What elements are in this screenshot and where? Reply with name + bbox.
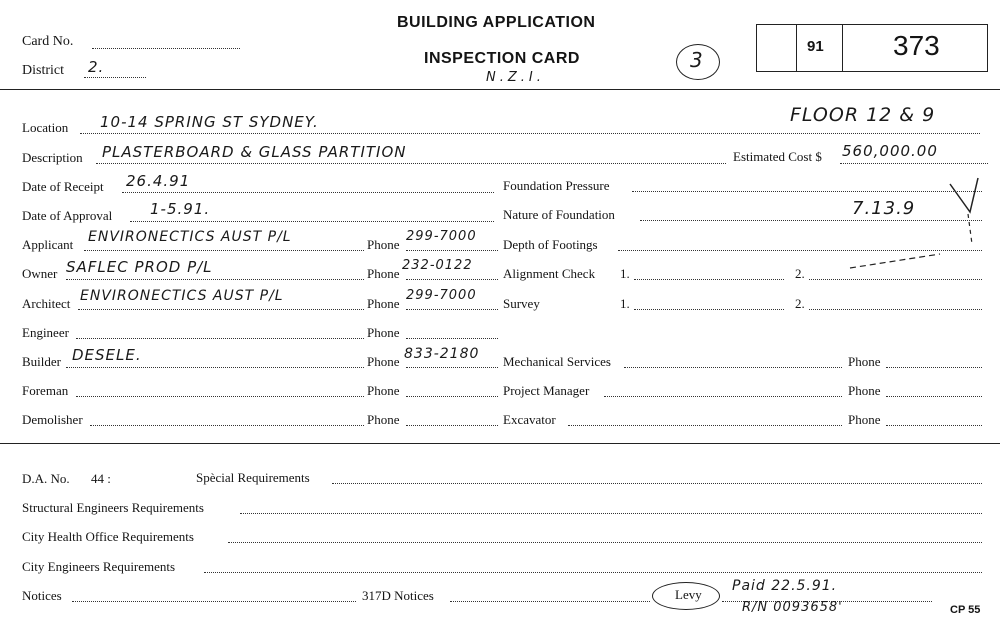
applicant-label: Applicant xyxy=(22,237,74,252)
mechanical-label: Mechanical Services xyxy=(503,354,611,369)
special-requirements-label: Spècial Requirements xyxy=(196,470,310,485)
card-no-line xyxy=(92,48,240,49)
date-receipt-label: Date of Receipt xyxy=(22,179,104,194)
engineer-phone-label: Phone xyxy=(367,325,400,340)
card-number-box xyxy=(756,24,988,72)
owner-phone-label: Phone xyxy=(367,266,400,281)
city-engineers-line xyxy=(204,572,982,573)
demolisher-phone-line xyxy=(406,425,498,426)
receipt-note: R/N 0093658' xyxy=(742,600,843,615)
applicant-phone: 299-7000 xyxy=(406,229,477,244)
stamp-note: 7.13.9 xyxy=(852,198,916,219)
description-label: Description xyxy=(22,150,83,165)
floor-note: FLOOR 12 & 9 xyxy=(790,104,936,126)
mechanical-line xyxy=(624,367,842,368)
section-rule xyxy=(0,443,1000,444)
demolisher-label: Demolisher xyxy=(22,412,83,427)
architect-label: Architect xyxy=(22,296,71,311)
date-approval-line xyxy=(130,221,494,222)
depth-footings-label: Depth of Footings xyxy=(503,237,598,252)
nature-foundation-label: Nature of Foundation xyxy=(503,207,615,222)
district-value: 2. xyxy=(88,58,105,76)
da-no-label: D.A. No. xyxy=(22,471,70,486)
alignment-check-1-label: 1. xyxy=(620,266,630,281)
foreman-phone-line xyxy=(406,396,498,397)
alignment-check-2-line xyxy=(809,279,982,280)
circled-number: 3 xyxy=(690,48,704,72)
architect-phone: 299-7000 xyxy=(406,288,477,303)
notices-317d-label: 317D Notices xyxy=(362,588,434,603)
date-receipt-value: 26.4.91 xyxy=(126,172,191,190)
paid-note: Paid 22.5.91. xyxy=(732,578,838,594)
estimated-cost-label: Estimated Cost $ xyxy=(733,149,822,164)
architect-phone-label: Phone xyxy=(367,296,400,311)
special-requirements-line xyxy=(332,483,982,484)
mechanical-phone-label: Phone xyxy=(848,354,881,369)
survey-1-label: 1. xyxy=(620,296,630,311)
alignment-check-2-label: 2. xyxy=(795,266,805,281)
architect-line xyxy=(78,309,364,310)
title-line1: BUILDING APPLICATION xyxy=(397,14,596,31)
location-value: 10-14 SPRING ST SYDNEY. xyxy=(100,113,319,131)
excavator-line xyxy=(568,425,842,426)
demolisher-line xyxy=(90,425,364,426)
notices-317d-line xyxy=(450,601,650,602)
survey-1-line xyxy=(634,309,784,310)
notices-line xyxy=(72,601,356,602)
applicant-value: ENVIRONECTICS AUST P/L xyxy=(88,229,292,245)
da-no-value: 44 : xyxy=(91,471,111,486)
owner-label: Owner xyxy=(22,266,58,281)
notices-label: Notices xyxy=(22,588,62,603)
box-number: 373 xyxy=(893,30,940,61)
architect-phone-line xyxy=(406,309,498,310)
survey-2-line xyxy=(809,309,982,310)
project-manager-phone-label: Phone xyxy=(848,383,881,398)
architect-value: ENVIRONECTICS AUST P/L xyxy=(80,288,284,304)
date-receipt-line xyxy=(122,192,494,193)
owner-value: SAFLEC PROD P/L xyxy=(66,258,213,276)
demolisher-phone-label: Phone xyxy=(367,412,400,427)
builder-value: DESELE. xyxy=(72,346,142,364)
foundation-pressure-label: Foundation Pressure xyxy=(503,178,610,193)
box-divider-1 xyxy=(796,24,797,72)
form-code: CP 55 xyxy=(950,604,981,616)
depth-footings-line xyxy=(618,250,982,251)
project-manager-phone-line xyxy=(886,396,982,397)
foreman-phone-label: Phone xyxy=(367,383,400,398)
engineer-label: Engineer xyxy=(22,325,69,340)
foreman-label: Foreman xyxy=(22,383,69,398)
city-health-label: City Health Office Requirements xyxy=(22,529,194,544)
applicant-line xyxy=(84,250,364,251)
box-year: 91 xyxy=(807,38,824,55)
check-mark-scribble xyxy=(800,172,990,272)
structural-label: Structural Engineers Requirements xyxy=(22,500,204,515)
district-label: District xyxy=(22,63,64,78)
survey-2-label: 2. xyxy=(795,296,805,311)
engineer-phone-line xyxy=(406,338,498,339)
alignment-check-1-line xyxy=(634,279,784,280)
builder-phone-label: Phone xyxy=(367,354,400,369)
levy-label: Levy xyxy=(675,587,702,602)
mechanical-phone-line xyxy=(886,367,982,368)
location-label: Location xyxy=(22,120,69,135)
applicant-phone-line xyxy=(406,250,498,251)
estimated-cost-value: 560,000.00 xyxy=(842,142,938,160)
structural-line xyxy=(240,513,982,514)
excavator-phone-label: Phone xyxy=(848,412,881,427)
project-manager-label: Project Manager xyxy=(503,383,590,398)
title-line2: INSPECTION CARD xyxy=(424,50,580,67)
builder-line xyxy=(66,367,364,368)
card-no-label: Card No. xyxy=(22,34,74,49)
engineer-line xyxy=(76,338,364,339)
alignment-check-label: Alignment Check xyxy=(503,266,596,281)
survey-label: Survey xyxy=(503,296,540,311)
header-rule xyxy=(0,89,1000,90)
estimated-cost-line xyxy=(840,163,988,164)
project-manager-line xyxy=(604,396,842,397)
foreman-line xyxy=(76,396,364,397)
description-line xyxy=(96,163,726,164)
builder-phone-line xyxy=(406,367,498,368)
city-engineers-label: City Engineers Requirements xyxy=(22,559,176,574)
district-line xyxy=(84,77,146,78)
description-value: PLASTERBOARD & GLASS PARTITION xyxy=(102,143,407,161)
owner-line xyxy=(66,279,364,280)
box-divider-2 xyxy=(842,24,843,72)
excavator-phone-line xyxy=(886,425,982,426)
owner-phone-line xyxy=(406,279,498,280)
city-health-line xyxy=(228,542,982,543)
builder-label: Builder xyxy=(22,354,61,369)
date-approval-label: Date of Approval xyxy=(22,208,113,223)
date-approval-value: 1-5.91. xyxy=(150,200,211,218)
owner-phone: 232-0122 xyxy=(402,258,473,273)
title-handwritten: N.Z.I. xyxy=(486,70,545,85)
excavator-label: Excavator xyxy=(503,412,556,427)
applicant-phone-label: Phone xyxy=(367,237,400,252)
location-line xyxy=(80,133,980,134)
builder-phone: 833-2180 xyxy=(404,346,480,362)
